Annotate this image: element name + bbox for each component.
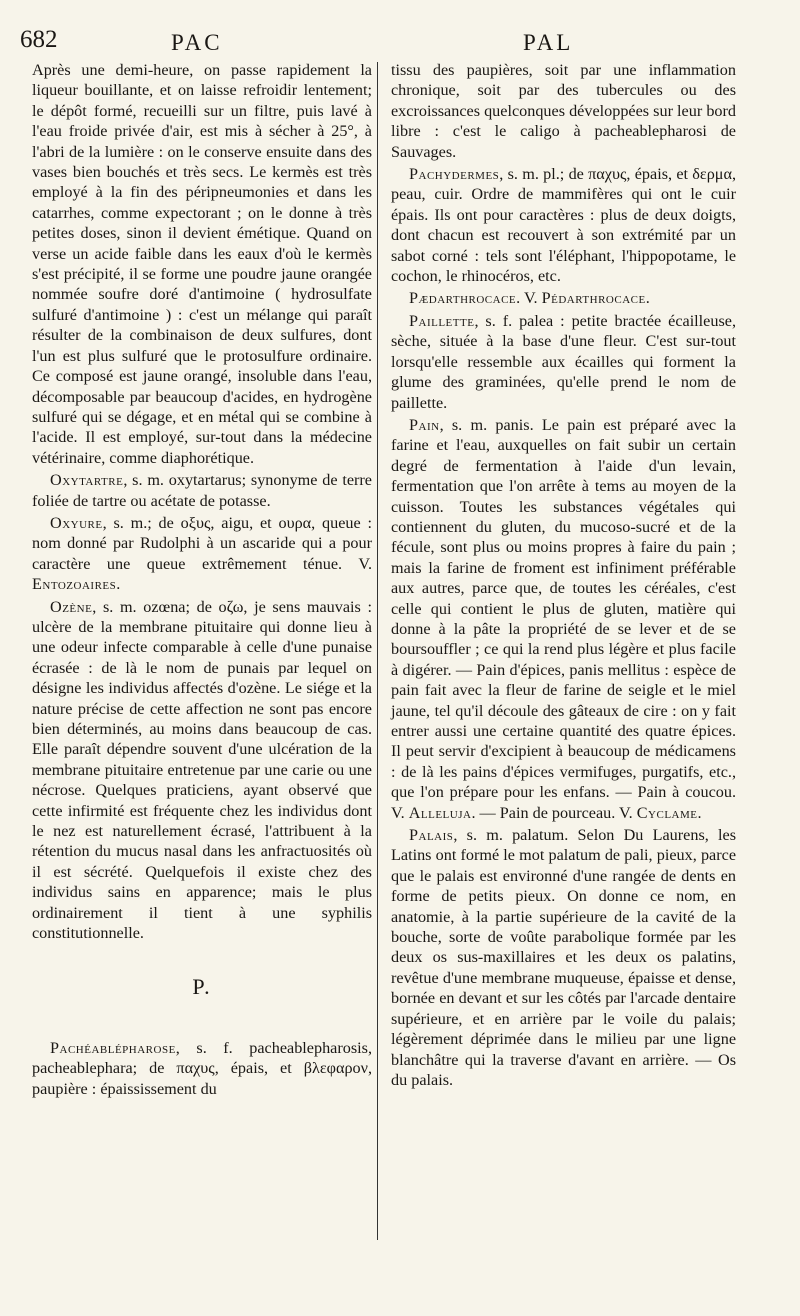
column-divider [377, 62, 378, 1240]
section-letter: P. [192, 974, 212, 1000]
entry-text: , s. m. oxytartarus; synonyme de terre foliée de tartre ou acétate de potasse. [32, 471, 372, 510]
left-column [32, 60, 372, 1099]
headword: Oxyure [50, 513, 103, 532]
cross-reference: Entozoaires [32, 575, 117, 594]
running-head-right: PAL [523, 30, 574, 55]
headword: Oxytartre [50, 471, 124, 490]
running-head-left: PAC [171, 30, 223, 55]
entry-pain: Pain, s. m. panis. Le pain est préparé avec la farine et l'eau, auxquelles on fait subir un certain degré de fermentation à l'aide d'un levain, fermentation que l'on arrête à tems au moyen de la cuisson. Toutes les substances végétales qui contiennent du gluten, du mucoso-sucré et de la fécule, sont plus ou moins propres à faire du pain ; mais la farine de froment est infiniment préférable aux autres, parce que, de toutes les céréales, c'est celle qui contient le plus de gluten, matière qui donne à la pâte la propriété de se lever et de se boursouffler ; ce qui la rend plus légère et plus facile à digérer. — Pain d'épices, panis mellitus : espèce de pain fait avec la fleur de farine de seigle et le miel jaune, tel qu'il découle des gâteaux de cire : on y fait entrer aussi une certaine quantité des quatre épices. Il peut servir d'excipient à beaucoup de médicamens : de là les pains d'épices vermifuges, purgatifs, etc., que l'on prépare pour les enfans. — Pain à coucou. V. Alleluja. — Pain de pourceau. V. Cyclame. [391, 415, 736, 822]
entry-paillette [391, 311, 736, 413]
entry-text: , s. m.; de οξυς, aigu, et ουρα, queue : nom donné par Rudolphi à un ascaride qui a pour caractère une queue extrêmement ténue. V. [32, 513, 372, 573]
right-column [391, 60, 736, 1090]
pacheablepharose-continuation: tissu des paupières, soit par une inflammation chronique, soit par des tubercules ou des excroissances quelconques développées sur leur bord libre : c'est le caligo à pacheablepharosi de Sauvages. [391, 61, 736, 161]
entry-ozene [32, 597, 372, 944]
entry-oxytartre [32, 470, 372, 511]
headword: Palais [409, 826, 454, 845]
headword: Pain [409, 415, 440, 434]
kermes-continuation: Après une demi-heure, on passe rapidement la liqueur bouillante, et on laisse refroidir lentement; le dépôt formé, recueilli sur un filtre, puis lavé à l'eau froide privée d'air, est mis à sécher à 25°, à l'abri de la lumière : on le conserve ensuite dans des vases bien bouchés et très secs. Le kermès est très employé à la fin des péripneumonies et dans les catarrhes, comme expectorant ; on le donne à très petites doses, sinon il devient émétique. Quand on verse un acide faible dans les eaux d'où le kermès s'est précipité, il se forme une poudre jaune orangée nommée soufre doré d'antimoine ( hydrosulfate sulfuré d'antimoine ) : c'est un mélange qui paraît résulter de la combinaison de deux sulfures, dont l'un est plus sulfuré que le protosulfure ordinaire. Ce composé est jaune orangé, insoluble dans l'eau, décomposable par beaucoup d'acides, en hydrogène sulfuré qui se dégage, et en métal qui se combine à l'acide. Il est employé, sur-tout dans la médecine vétérinaire, comme diaphorétique. [32, 61, 372, 467]
entry-paedarthrocace: Pædarthrocace. V. Pédarthrocace. [409, 289, 650, 308]
entry-palais [391, 825, 736, 1090]
entry-text: . V. [516, 289, 542, 308]
headword: Pachydermes [409, 165, 500, 184]
entry-oxyure: Oxyure, s. m.; de οξυς, aigu, et ουρα, queue : nom donné par Rudolphi à un ascaride qui a pour caractère une queue extrêmement ténue. V. Entozoaires. [32, 513, 372, 594]
entry-text: , s. m. palatum. Selon Du Laurens, les Latins ont formé le mot palatum de pali, pieux, parce que le palais est environné d'une rangée de dents en forme de petits pieux. On donne ce nom, en anatomie, à la partie supérieure de la cavité de la bouche, sorte de voûte parabolique formée par les deux os sus-maxillaires et les deux os palatins, revêtue d'une membrane muqueuse, épaisse et dense, bornée en devant et sur les côtés par l'arcade dentaire supérieure, et en arrière par le voile du palais; légèrement déprimée dans le milieu par une ligne blanchâtre qui la traverse d'avant en arrière. — Os du palais. [391, 826, 736, 1089]
entry-text: , s. m. panis. Le pain est préparé avec la farine et l'eau, auxquelles on fait subir un certain degré de fermentation à l'aide d'un levain, fermentation que l'on arrête à tems au moyen de la cuisson. Toutes les substances végétales qui contiennent du gluten, du mucoso-sucré et de la fécule, sont plus ou moins propres à faire du pain ; mais la farine de froment est infiniment préférable aux autres, parce que, de toutes les céréales, c'est celle qui contient le plus de gluten, matière qui donne à la pâte la propriété de se lever et de se boursouffler ; ce qui la rend plus légère et plus facile à digérer. — Pain d'épices, panis mellitus : espèce de pain fait avec la fleur de farine de seigle et le miel jaune, tel qu'il découle des gâteaux de cire : on y fait entrer aussi une certaine quantité des quatre épices. Il peut servir d'excipient à beaucoup de médicamens : de là les pains d'épices vermifuges, purgatifs, etc., que l'on prépare pour les enfans. — Pain à coucou. V. [391, 415, 736, 822]
cross-reference: Alleluja [408, 803, 472, 822]
cross-reference: Cyclame [636, 803, 698, 822]
entry-pachydermes [391, 164, 736, 286]
entry-pacheablepharose [32, 1038, 372, 1099]
page-number: 682 [20, 26, 58, 53]
entry-text: . — Pain de pourceau. V. [471, 803, 637, 822]
cross-reference: Pédarthrocace [541, 289, 646, 308]
headword: Pædarthrocace [409, 289, 517, 308]
headword: Paillette [409, 311, 475, 330]
entry-text: , s. f. pacheablepharosis, pacheablephara; de παχυς, épais, et βλεφαρον, paupière : épaississement du [32, 1038, 372, 1098]
entry-text: , s. m. ozœna; de οζω, je sens mauvais : ulcère de la membrane pituitaire qui donne lieu à une odeur infecte comparable à celle d'une punaise écrasée : de là le nom de punais par lequel on désigne les individus affectés d'ozène. Le siége et la nature précise de cette affection ne sont pas encore bien déterminés, au moins dans beaucoup de cas. Elle paraît dépendre souvent d'une ulcération de la membrane pituitaire entretenue par une carie ou une nécrose. Quelques praticiens, ayant observé que cette infirmité est fréquente chez les individus dont le nez est naturellement écrasé, l'attribuent à la rétention du mucus nasal dans les anfractuosités où il est sécrété. Quelquefois il existe chez des individus sains en apparence; mais le plus ordinairement il tient à une syphilis constitutionnelle. [32, 597, 372, 943]
headword: Pachéablépharose [50, 1038, 176, 1057]
headword: Ozène [50, 597, 93, 616]
entry-text: , s. m. pl.; de παχυς, épais, et δερμα, peau, cuir. Ordre de mammifères qui ont le cuir épais. Ils ont pour caractères : plus de deux doigts, dont chacun est recouvert à son extrémité par un sabot corné : tels sont l'éléphant, l'hippopotame, le cochon, le rhinocéros, etc. [391, 165, 736, 286]
entry-text: , s. f. palea : petite bractée écailleuse, sèche, située à la base d'une fleur. C'est sur-tout lorsqu'elle ressemble aux écailles qui forment la glume des graminées, qu'elle prend le nom de paillette. [391, 311, 736, 412]
